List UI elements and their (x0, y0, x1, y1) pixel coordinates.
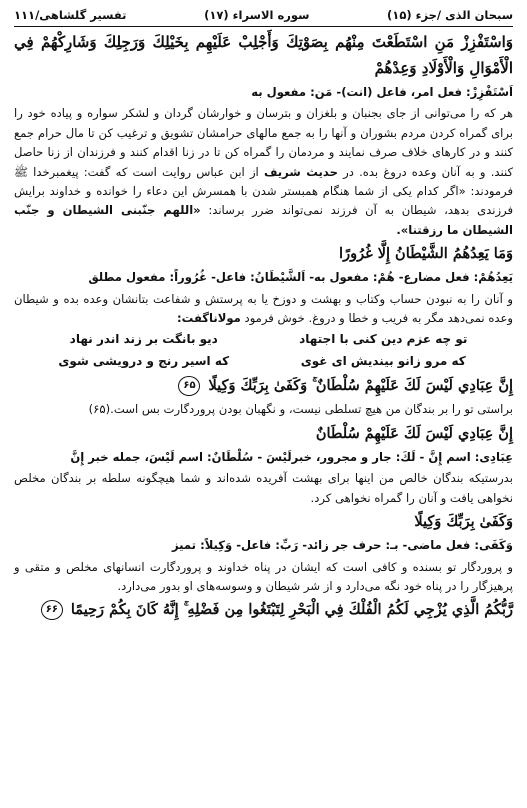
verse-64: وَاسْتَفْزِزْ مَنِ اسْتَطَعْتَ مِنْهُم بِصَوْتِكَ وَأَجْلِبْ عَلَيْهِم بِخَيْلِكَ وَرَجِلِكَ وَشَارِكْهُمْ فِي الْأَمْوَالِ وَالْأَوْلَادِ وَعِدْهُمْ (14, 33, 513, 77)
verse-number-65: ۶۵ (178, 376, 200, 396)
commentary-paragraph-3: بدرستیکه بندگان خالص من اینها برای بهشت آفریده شده‌اند و شما هیچگونه سلطه بر بندگان مخلص نخواهی یافت و آنان را گمراه نخواهی کرد. (14, 471, 513, 505)
verse-65-part-2: وَكَفَىٰ بِرَبِّكَ وَكِيلًا (414, 513, 513, 531)
grammar-note-1: اَسْتَفْزِزْ: فعل امر، فاعل (انت)- مَن: مفعول به (251, 85, 513, 99)
commentary-text-1b: از ابن عباس روایت است که گفت: پیغمبرخدا ﷺ فرمودند: «اگر کدام یکی از شما هنگام همبستر شدن با همسرش این دعاء را خوانده و خداوند برایش فرزندی بدهد، شیطان به آن فرزند نمی‌تواند ضرر برساند: (14, 164, 513, 218)
commentary-paragraph-1 (14, 104, 513, 240)
verse-number-66: ۶۶ (41, 600, 63, 620)
translation-65: براستی تو را بر بندگان من هیچ تسلطی نیست، و نگهبان بودن پروردگارت بس است.(۶۵) (88, 402, 513, 417)
hadith-label: حدیث شریف (263, 164, 338, 179)
poet-attribution: مولاناگفت: (177, 311, 241, 326)
verse-66 (14, 598, 513, 622)
grammar-note-3: عِبَادِی: اسم إِنَّ - لَكَ: جار و مجرور، خبرلَیْسَ - سُلْطَانٌ: اسم لَیْسَ، جمله خبر إِنَّ (70, 449, 513, 464)
header-book-page: تفسیر گلشاهی/۱۱۱ (14, 8, 127, 22)
verse-65-part-1: إِنَّ عِبَادِي لَيْسَ لَكَ عَلَيْهِمْ سُلْطَانٌ (315, 424, 513, 442)
verse-66-text: رَّبُّكُمُ الَّذِي يُزْجِي لَكُمُ الْفُلْكَ فِي الْبَحْرِ لِتَبْتَغُوا مِن فَضْلِهِ ۚ إِنَّهُ كَانَ بِكُمْ رَحِيمًا (70, 601, 513, 619)
commentary-paragraph-4: و پروردگار تو بسنده و کافی است که ایشان در پناه خداوند و پروردگارت انسانهای مخلص و متقی و پرهیزگار را در پناه خود نگه می‌دارد و از شر شیطان و وسوسه‌های او بدور می‌دارد. (14, 559, 513, 593)
grammar-note-2: یَعِدُهُمْ: فعل مضارع- هُمْ: مفعول به- اَلشَّیْطَانُ: فاعل- غُرُوراً: مفعول مطلق (88, 270, 513, 285)
commentary-text-2: و آنان را به نبودن حساب وکتاب و بهشت و دوزخ یا به پرستش و شفاعت بتانشان وعده بده و شیطان وعده نمی‌دهد مگر به فریب و خطا و دروغ. خوش فرمود (14, 291, 513, 326)
verse-65 (14, 374, 513, 398)
page-header (14, 6, 513, 27)
header-juz: سبحان الذی /جزء (۱۵) (387, 8, 513, 22)
grammar-note-4: وَكَفَى: فعل ماضی- بـ: حرف جر زائد- رَبِّ: فاعل- وَكِیلاً: تمیز (171, 538, 513, 553)
page-content (14, 29, 513, 622)
commentary-paragraph-2 (14, 290, 513, 329)
dua-text: «اللهم جنّبنی الشیطان و جنّب الشیطان ما رزقتنا». (14, 203, 513, 237)
header-surah: سوره الاسراء (۱۷) (204, 8, 310, 22)
poem-line-4: که اسیر رنج و درویشی شوی (58, 354, 230, 369)
verse-64-end: وَمَا يَعِدُهُمُ الشَّيْطَانُ إِلَّا غُرُورًا (339, 245, 513, 263)
commentary-text-1: هر که را می‌توانی از جای بجنبان و بلغزان و بترسان و خوارشان گردان و لشکر سواره و پیاده خود را برای گمراه کردن مردم بشوران و آنها را به جمع مالهای حرامشان تشویق و ترغیب کن تا مال حرام جمع کنند و در کارهای خلاف صرف نمایند و مردمان را گمراه کن تا در زنا اقدام کنند و فرزندان از زنا حاصل کنند. و به آنان وعده دروغ بده. در (14, 106, 513, 179)
poem-line-2: دیو بانگت بر زند اندر نهاد (69, 332, 218, 347)
poem-line-3: که مرو زانو بیندیش ای غوی (300, 354, 466, 369)
poem-line-1: تو چه عزم دین کنی با اجتهاد (299, 332, 468, 347)
poem (14, 328, 513, 372)
verse-65-text: إِنَّ عِبَادِي لَيْسَ لَكَ عَلَيْهِمْ سُلْطَانٌ ۚ وَكَفَىٰ بِرَبِّكَ وَكِيلًا (208, 377, 513, 395)
